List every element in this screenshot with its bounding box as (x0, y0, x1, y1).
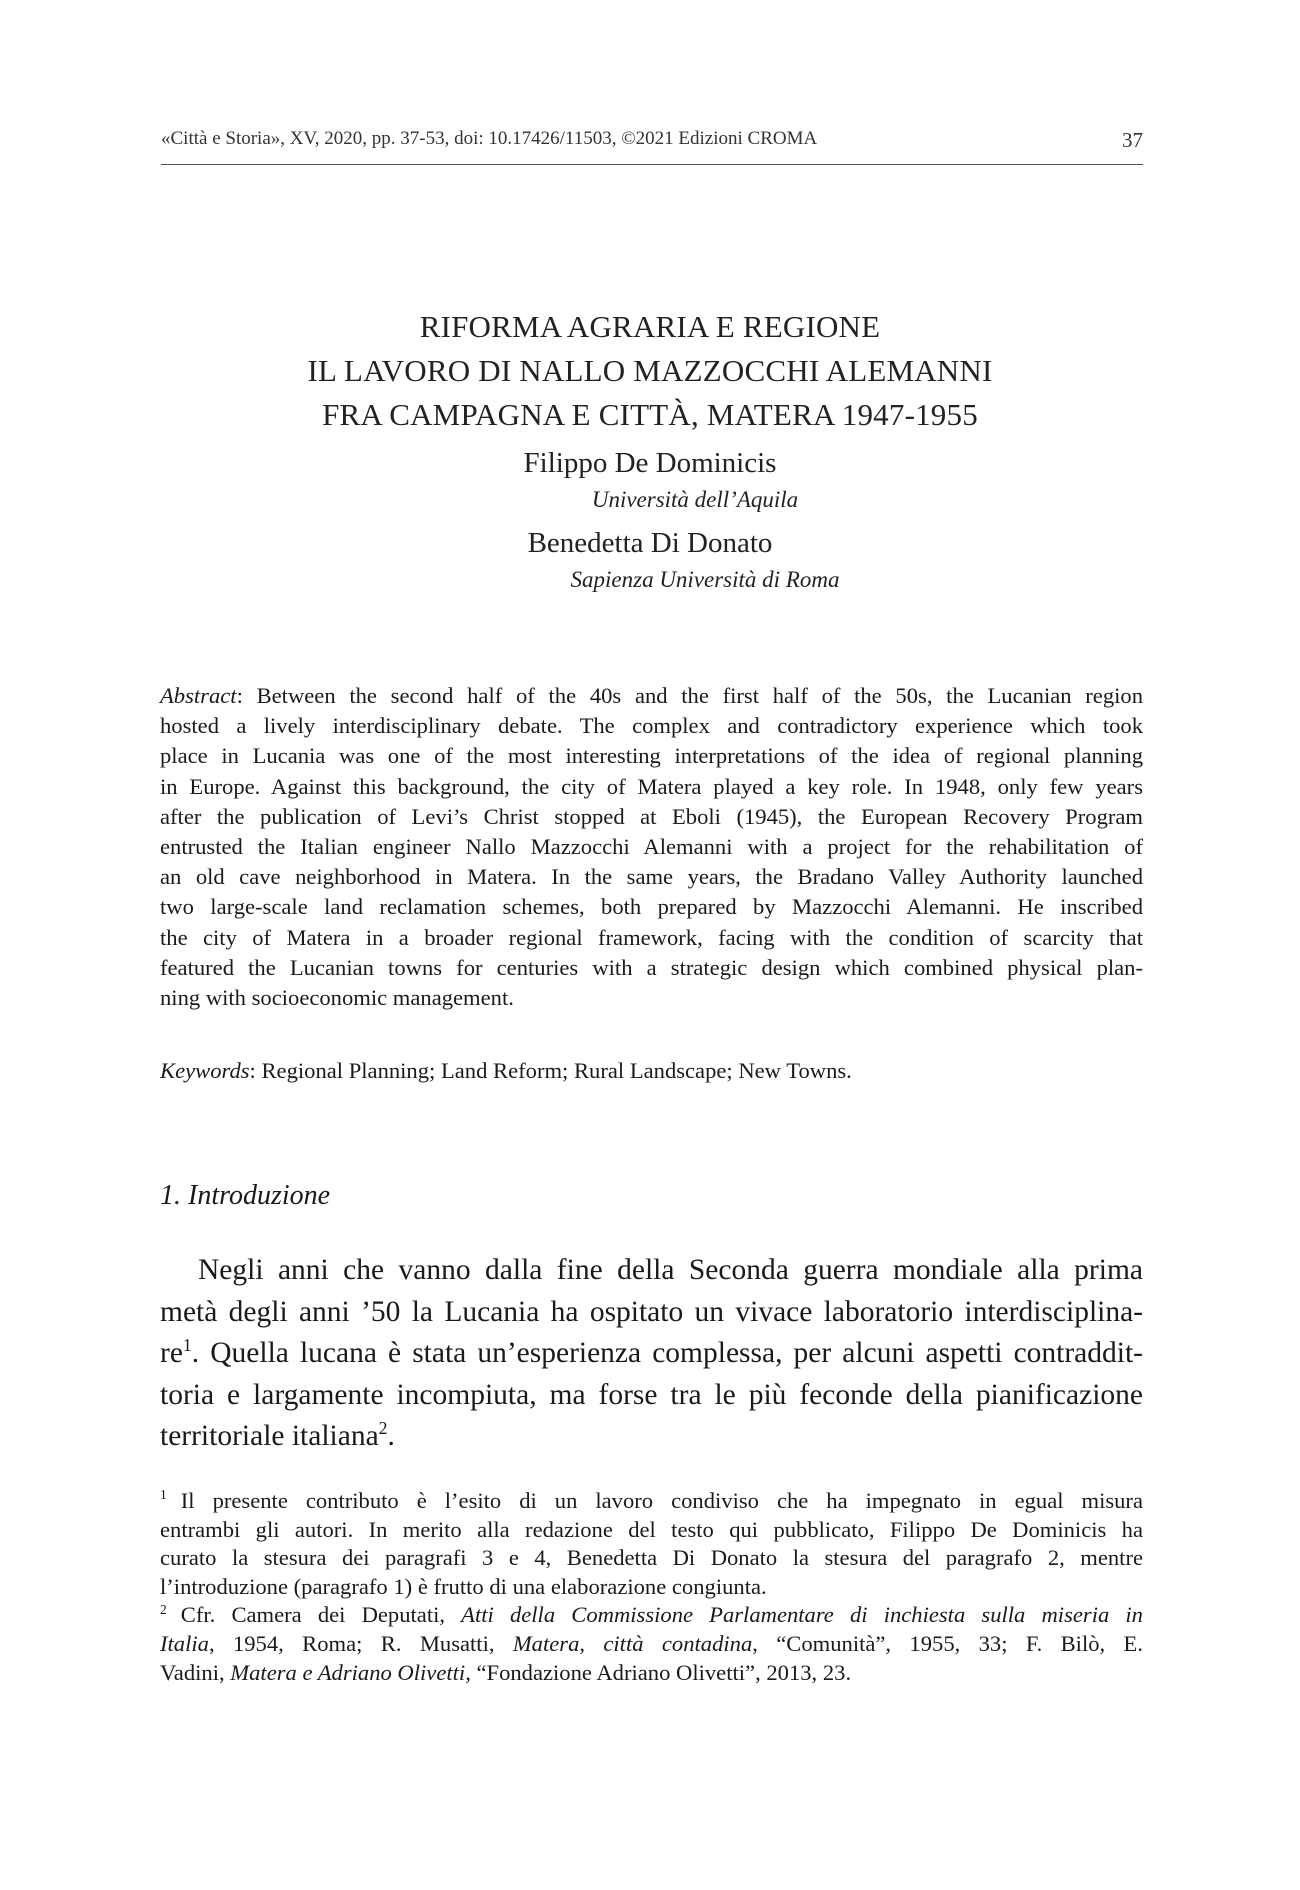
abstract-label: Abstract (160, 683, 237, 708)
footnote-1-line: l’introduzione (paragrafo 1) è frutto di una elaborazione congiunta. (160, 1573, 767, 1599)
body-line: metà degli anni ’50 la Lucania ha ospitato un vivace laboratorio interdisciplina- (160, 1295, 1143, 1328)
abstract-line: featured the Lucanian towns for centuries with a strategic design which combined physical plan- (160, 954, 1143, 980)
footnote-mark-2: 2 (160, 1601, 167, 1617)
author-name-1: Filippo De Dominicis (523, 447, 777, 479)
abstract-line: hosted a lively interdisciplinary debate. The complex and contradictory experience which took (160, 713, 1143, 739)
abstract-line: entrusted the Italian engineer Nallo Mazzocchi Alemanni with a project for the rehabilitation of (160, 834, 1143, 860)
abstract-line: Abstract: Between the second half of the 40s and the first half of the 50s, the Lucanian region (160, 683, 1143, 708)
abstract-line: after the publication of Levi’s Christ stopped at Eboli (1945), the European Recovery Program (160, 803, 1143, 829)
abstract-line: an old cave neighborhood in Matera. In the same years, the Bradano Valley Authority launched (160, 864, 1143, 890)
abstract-line: the city of Matera in a broader regional framework, facing with the condition of scarcity that (160, 924, 1143, 950)
section-heading: 1. Introduzione (160, 1180, 331, 1211)
body-paragraph (160, 1250, 1143, 1458)
abstract-line: place in Lucania was one of the most interesting interpretations of the idea of regional planning (160, 743, 1143, 769)
body-line: $re^1$. Quella lucana è stata un’esperienza complessa, per alcuni aspetti contraddit- (160, 1335, 1143, 1369)
abstract-line: in Europe. Against this background, the city of Matera played a key role. In 1948, only few years (160, 773, 1143, 799)
keywords-label: Keywords (160, 1058, 250, 1083)
keywords-text: : Regional Planning; Land Reform; Rural Landscape; New Towns. (249, 1058, 852, 1083)
author-name-2: Benedetta Di Donato (527, 527, 773, 559)
footnote-ref-1[interactable]: 1 (182, 1335, 192, 1356)
running-header (161, 128, 1143, 165)
footnote-2-line: $^2$ Cfr. Camera dei Deputati, Atti della Commissione Parlamentare di inchiesta sulla miseria in (160, 1601, 1143, 1628)
abstract (160, 681, 1143, 1013)
article-title-line-3: FRA CAMPAGNA E CITTÀ, MATERA 1947-1955 (322, 397, 978, 432)
footnote-2-line: Vadini, Matera e Adriano Olivetti, “Fondazione Adriano Olivetti”, 2013, 23. (160, 1659, 852, 1685)
body-line: toria e largamente incompiuta, ma forse tra le più feconde della pianificazione (160, 1378, 1143, 1411)
article-title-line-1: RIFORMA AGRARIA E REGIONE (419, 309, 881, 344)
footnote-1-line: $^1$ Il presente contributo è l’esito di un lavoro condiviso che ha impegnato in egual misura (160, 1487, 1143, 1513)
footnote-mark-1: 1 (160, 1487, 167, 1503)
footnote-ref-2[interactable]: 2 (378, 1418, 388, 1439)
author-affiliation-1: Università dell’Aquila (591, 487, 799, 512)
body-line: Negli anni che vanno dalla fine della Seconda guerra mondiale alla prima (198, 1254, 1143, 1286)
footnote-1-line: curato la stesura dei paragrafi 3 e 4, Benedetta Di Donato la stesura del paragrafo 2, mentre (160, 1545, 1143, 1571)
article-title-line-2: IL LAVORO DI NALLO MAZZOCCHI ALEMANNI (307, 353, 993, 388)
keywords (160, 1056, 1143, 1086)
body-line: territoriale italiana$^2$. (160, 1418, 395, 1452)
page-number: 37 (1122, 128, 1143, 152)
footnote-2-line: Italia, 1954, Roma; R. Musatti, Matera, città contadina, “Comunità”, 1955, 33; F. Bilò, E. (160, 1630, 1143, 1656)
abstract-line: two large-scale land reclamation schemes, both prepared by Mazzocchi Alemanni. He inscribed (160, 894, 1143, 920)
footnote-1-line: entrambi gli autori. In merito alla redazione del testo qui pubblicato, Filippo De Dominicis ha (160, 1516, 1143, 1542)
abstract-line: ning with socioeconomic management. (160, 985, 514, 1011)
running-head-citation: «Città e Storia», XV, 2020, pp. 37-53, doi: 10.17426/11503, ©2021 Edizioni CROMA (161, 128, 818, 149)
author-affiliation-2: Sapienza Università di Roma (570, 567, 840, 592)
footnotes (160, 1487, 1143, 1687)
article-title-block (0, 305, 1300, 597)
